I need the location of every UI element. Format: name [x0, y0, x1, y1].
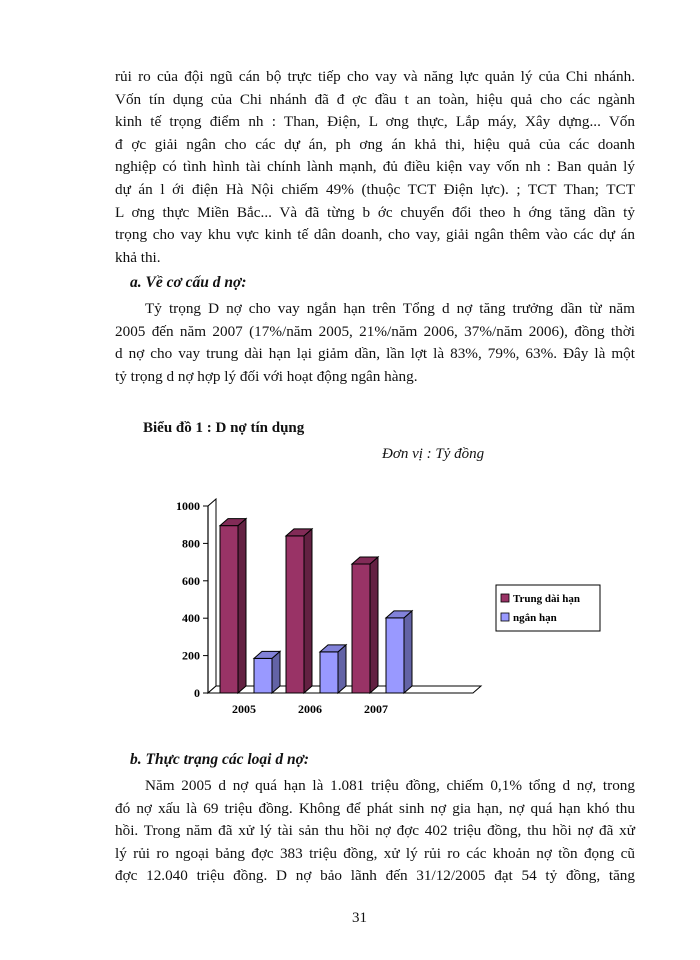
bar-side [404, 611, 412, 693]
y-tick-label: 600 [182, 573, 200, 588]
text-line: tỷ trọng d nợ hợp lý đối với hoạt động ngân hàng. [115, 367, 418, 385]
bar-ngan-han [386, 618, 404, 693]
text-line: d nợ cho vay trung dài hạn lại giảm dần, lần lợt là 83%, 79%, 63%. Đây là một [115, 345, 635, 363]
bar-trung-dai-han [352, 564, 370, 693]
legend-box [496, 585, 600, 631]
y-tick-label: 400 [182, 611, 200, 626]
y-tick-label: 1000 [176, 499, 200, 513]
bar-side [338, 645, 346, 693]
bar-trung-dai-han [220, 526, 238, 693]
page-number: 31 [352, 910, 367, 926]
text-line: L ơng thực Miền Bắc... Và đã từng b ớc chuyển đổi theo h ớng tăng dần tỷ [115, 203, 635, 221]
bar-ngan-han [320, 652, 338, 693]
text-line: nghiệp có tình hình tài chính lành mạnh, đủ điều kiện vay vốn nh : Ban quản lý [115, 158, 635, 176]
side-wall [208, 499, 216, 693]
bar-side [238, 519, 246, 693]
x-tick-label: 2006 [298, 702, 322, 716]
text-line: trọng cho vay khu vực kinh tế dân doanh, cho vay, giải ngân thêm vào các dự án [115, 226, 635, 244]
text-line: đợc 12.040 triệu đồng. D nợ bảo lãnh đến 31/12/2005 đạt 54 tỷ đồng, tăng [115, 867, 635, 885]
bar-side [304, 529, 312, 693]
text-line: kinh tế trọng điểm nh : Than, Điện, L ơng thực, Lắp máy, Xây dựng... Vốn [115, 113, 635, 131]
legend-swatch [501, 594, 509, 602]
text-line: Tỷ trọng D nợ cho vay ngắn hạn trên Tổng d nợ tăng trưởng dần từ năm [145, 300, 635, 317]
text-line: 2005 đến năm 2007 (17%/năm 2005, 21%/năm 2006, 37%/năm 2006), đồng thời [115, 322, 635, 340]
x-tick-label: 2005 [232, 702, 256, 716]
y-tick-label: 200 [182, 648, 200, 663]
text-line: dự án l ới điện Hà Nội chiếm 49% (thuộc TCT Điện lực). ; TCT Than; TCT [115, 180, 635, 198]
text-line: Vốn tín dụng của Chi nhánh đã đ ợc đầu t an toàn, hiệu quả cho các ngành [115, 90, 635, 108]
y-tick-label: 800 [182, 536, 200, 551]
section-a-paragraph [115, 298, 635, 388]
x-tick-label: 2007 [364, 702, 388, 716]
text-line: khả thi. [115, 248, 161, 266]
legend-label: Trung dài hạn [513, 593, 581, 605]
section-a-heading: a. Về cơ cấu d nợ: [130, 274, 247, 291]
legend-label: ngắn hạn [513, 612, 557, 624]
section-b-paragraph [115, 775, 635, 888]
legend-swatch [501, 613, 509, 621]
text-line: Năm 2005 d nợ quá hạn là 1.081 triệu đồng, chiếm 0,1% tổng d nợ, trong [145, 777, 635, 794]
bar-trung-dai-han [286, 536, 304, 693]
bar-ngan-han [254, 658, 272, 693]
y-tick-label: 0 [194, 686, 200, 700]
section-b-heading: b. Thực trạng các loại d nợ: [130, 751, 310, 768]
text-line: đó nợ xấu là 69 triệu đồng. Không để phát sinh nợ gia hạn, nợ quá hạn khó thu [115, 799, 635, 817]
bar-side [370, 557, 378, 693]
chart-unit: Đơn vị : Tỷ đồng [382, 446, 485, 462]
bar-chart [160, 490, 620, 730]
text-line: lý rủi ro ngoại bảng đợc 383 triệu đồng, xử lý rủi ro các khoản nợ tồn đọng cũ [115, 844, 635, 862]
text-line: hồi. Trong năm đã xử lý tài sản thu hồi nợ đợc 402 triệu đồng, thu hồi nợ đã xử [115, 822, 635, 840]
text-line: rủi ro của đội ngũ cán bộ trực tiếp cho vay và năng lực quản lý của Chi nhánh. [115, 68, 635, 85]
chart-title: Biểu đồ 1 : D nợ tín dụng [143, 420, 305, 436]
text-line: đ ợc giải ngân cho các dự án, ph ơng án khả thi, hiệu quả của các doanh [115, 135, 635, 153]
intro-paragraph [115, 66, 635, 269]
